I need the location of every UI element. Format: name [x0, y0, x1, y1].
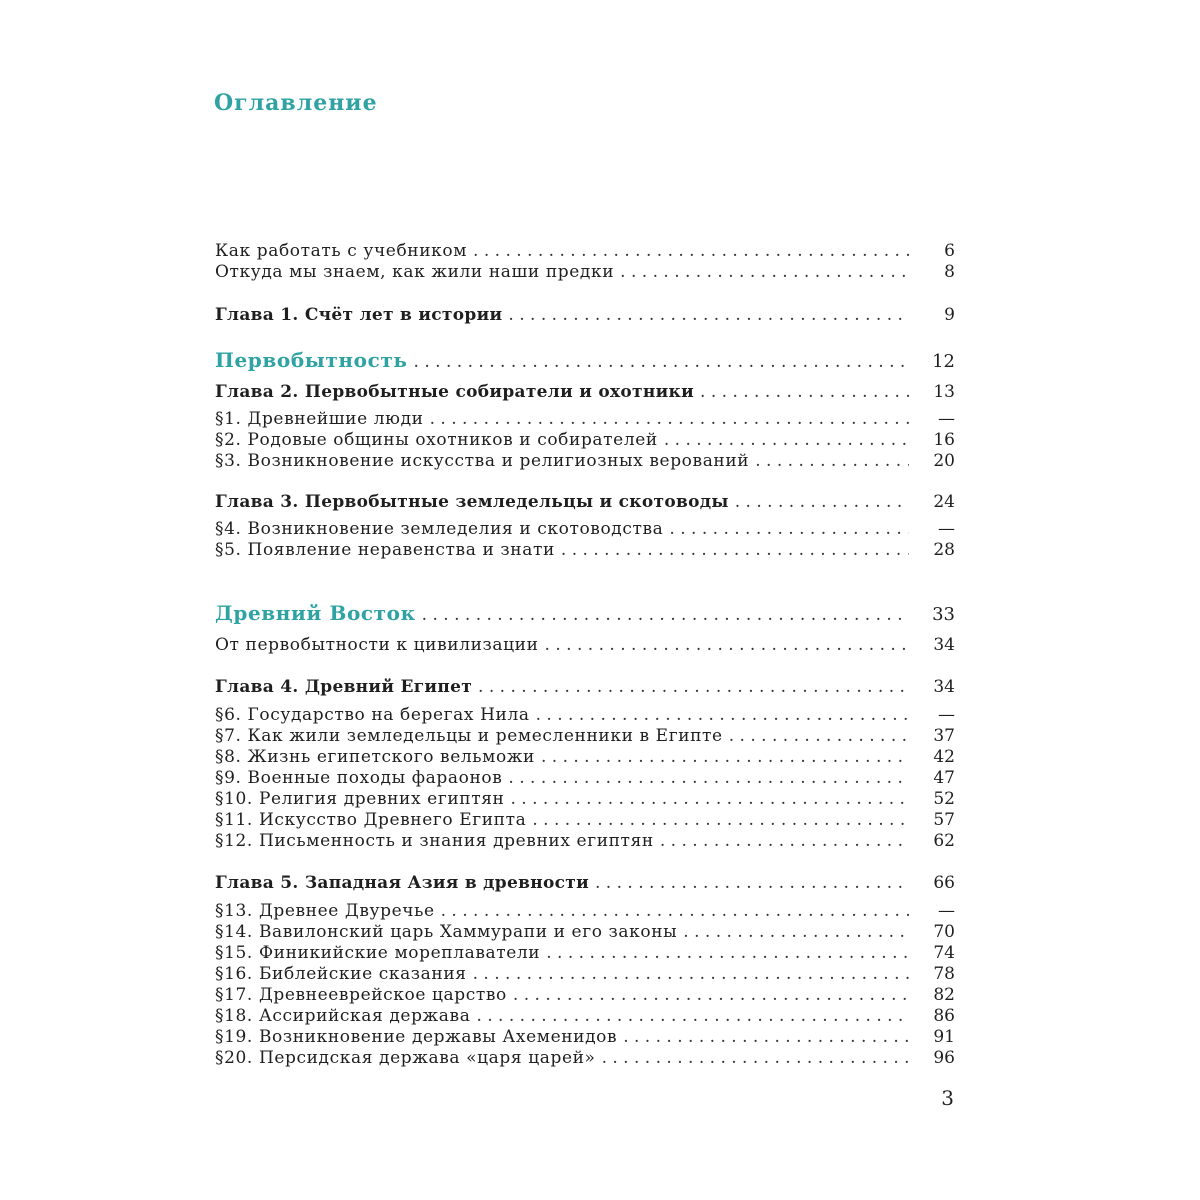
toc-chapter-1[interactable] [215, 304, 955, 326]
toc-entry-label: §7. Как жили земледельцы и ремесленники в Египте [215, 726, 723, 746]
toc-entry-page: 13 [933, 382, 955, 402]
toc-entry-label: §5. Появление неравенства и знати [215, 540, 555, 560]
toc-part-ancient-east[interactable] [215, 601, 955, 625]
toc-entry-label: §4. Возникновение земледелия и скотоводства [215, 519, 664, 539]
toc-entry-page: 52 [933, 789, 955, 809]
toc-entry-page: 9 [944, 305, 955, 325]
toc-entry-page: 57 [933, 810, 955, 830]
leader-dots [669, 518, 909, 540]
leader-dots [595, 872, 909, 894]
toc-entry-page: 20 [933, 451, 955, 471]
leader-dots [430, 408, 909, 430]
toc-entry-page: 42 [933, 747, 955, 767]
toc-chapter-2[interactable] [215, 381, 955, 403]
toc-entry-label: §14. Вавилонский царь Хаммурапи и его законы [215, 922, 678, 942]
toc-entry-page: 34 [933, 635, 955, 655]
toc-entry-label: §1. Древнейшие люди [215, 409, 424, 429]
leader-dots [755, 450, 909, 472]
toc-title: Оглавление [214, 90, 378, 116]
toc-paragraph-15[interactable] [215, 942, 955, 964]
toc-entry-to-civilization[interactable] [215, 634, 955, 656]
toc-entry-how-to-use[interactable] [215, 240, 955, 262]
leader-dots [620, 261, 909, 283]
leader-dots [508, 304, 909, 326]
toc-entry-page: 91 [933, 1027, 955, 1047]
leader-dots [422, 603, 909, 627]
toc-entry-page: 62 [933, 831, 955, 851]
toc-entry-label: §9. Военные походы фараонов [215, 768, 503, 788]
toc-paragraph-20[interactable] [215, 1047, 955, 1069]
leader-dots [414, 350, 909, 374]
page-number: 3 [941, 1086, 954, 1110]
leader-dots [623, 1026, 909, 1048]
toc-chapter-label: Глава 4. Древний Египет [215, 677, 473, 697]
toc-entry-label: Откуда мы знаем, как жили наши предки [215, 262, 615, 282]
toc-entry-page: 78 [933, 964, 955, 984]
toc-paragraph-6[interactable] [215, 704, 955, 726]
toc-entry-page: 47 [933, 768, 955, 788]
toc-entry-page: 24 [933, 492, 955, 512]
toc-entry-label: §3. Возникновение искусства и религиозных верований [215, 451, 750, 471]
leader-dots [441, 900, 909, 922]
toc-entry-how-we-know[interactable] [215, 261, 955, 283]
toc-paragraph-11[interactable] [215, 809, 955, 831]
leader-dots [700, 381, 909, 403]
toc-entry-page: 16 [933, 430, 955, 450]
toc-entry-page: — [938, 705, 955, 725]
toc-entry-label: §17. Древнееврейское царство [215, 985, 507, 1005]
leader-dots [508, 767, 909, 789]
toc-paragraph-19[interactable] [215, 1026, 955, 1048]
leader-dots [660, 830, 909, 852]
leader-dots [735, 491, 909, 513]
toc-paragraph-7[interactable] [215, 725, 955, 747]
toc-chapter-5[interactable] [215, 872, 955, 894]
toc-chapter-label: Глава 2. Первобытные собиратели и охотники [215, 382, 695, 402]
toc-entry-label: §18. Ассирийская держава [215, 1006, 471, 1026]
toc-entry-label: Как работать с учебником [215, 241, 468, 261]
leader-dots [729, 725, 909, 747]
toc-paragraph-18[interactable] [215, 1005, 955, 1027]
toc-paragraph-13[interactable] [215, 900, 955, 922]
toc-entry-label: §16. Библейские сказания [215, 964, 467, 984]
leader-dots [546, 942, 909, 964]
toc-entry-page: 12 [932, 351, 955, 372]
toc-paragraph-16[interactable] [215, 963, 955, 985]
toc-entry-page: 86 [933, 1006, 955, 1026]
leader-dots [476, 1005, 909, 1027]
toc-paragraph-10[interactable] [215, 788, 955, 810]
toc-chapter-4[interactable] [215, 676, 955, 698]
leader-dots [664, 429, 909, 451]
toc-entry-label: §19. Возникновение державы Ахеменидов [215, 1027, 618, 1047]
toc-entry-page: 66 [933, 873, 955, 893]
leader-dots [513, 984, 909, 1006]
toc-entry-page: 82 [933, 985, 955, 1005]
leader-dots [473, 240, 909, 262]
toc-entry-label: §15. Финикийские мореплаватели [215, 943, 541, 963]
leader-dots [683, 921, 909, 943]
leader-dots [478, 676, 909, 698]
toc-entry-page: 70 [933, 922, 955, 942]
leader-dots [473, 963, 909, 985]
leader-dots [561, 539, 909, 561]
toc-entry-label: От первобытности к цивилизации [215, 635, 539, 655]
toc-entry-label: §12. Письменность и знания древних египтян [215, 831, 654, 851]
toc-entry-page: — [938, 519, 955, 539]
toc-part-primitive[interactable] [215, 348, 955, 372]
toc-paragraph-14[interactable] [215, 921, 955, 943]
toc-paragraph-5[interactable] [215, 539, 955, 561]
leader-dots [602, 1047, 909, 1069]
leader-dots [541, 746, 909, 768]
toc-entry-label: §20. Персидская держава «царя царей» [215, 1048, 596, 1068]
toc-part-label: Первобытность [215, 348, 408, 372]
toc-entry-page: 37 [933, 726, 955, 746]
toc-entry-page: 6 [944, 241, 955, 261]
toc-entry-label: §13. Древнее Двуречье [215, 901, 435, 921]
toc-entry-label: §10. Религия древних египтян [215, 789, 505, 809]
toc-paragraph-2[interactable] [215, 429, 955, 451]
leader-dots [532, 809, 909, 831]
toc-chapter-label: Глава 1. Счёт лет в истории [215, 305, 503, 325]
toc-paragraph-8[interactable] [215, 746, 955, 768]
toc-entry-page: 8 [944, 262, 955, 282]
toc-entry-page: — [938, 409, 955, 429]
toc-paragraph-3[interactable] [215, 450, 955, 472]
toc-paragraph-17[interactable] [215, 984, 955, 1006]
leader-dots [545, 634, 909, 656]
toc-entry-page: — [938, 901, 955, 921]
toc-entry-page: 33 [932, 604, 955, 625]
toc-paragraph-12[interactable] [215, 830, 955, 852]
toc-chapter-label: Глава 3. Первобытные земледельцы и скотоводы [215, 492, 729, 512]
toc-paragraph-9[interactable] [215, 767, 955, 789]
toc-chapter-label: Глава 5. Западная Азия в древности [215, 873, 589, 893]
toc-entry-page: 28 [933, 540, 955, 560]
toc-entry-page: 74 [933, 943, 955, 963]
toc-entry-label: §8. Жизнь египетского вельможи [215, 747, 535, 767]
toc-entry-label: §6. Государство на берегах Нила [215, 705, 530, 725]
leader-dots [510, 788, 909, 810]
leader-dots [536, 704, 909, 726]
toc-entry-label: §2. Родовые общины охотников и собирателей [215, 430, 658, 450]
toc-entry-label: §11. Искусство Древнего Египта [215, 810, 527, 830]
toc-part-label: Древний Восток [215, 601, 416, 625]
toc-entry-page: 96 [933, 1048, 955, 1068]
toc-paragraph-1[interactable] [215, 408, 955, 430]
toc-chapter-3[interactable] [215, 491, 955, 513]
toc-paragraph-4[interactable] [215, 518, 955, 540]
toc-entry-page: 34 [933, 677, 955, 697]
